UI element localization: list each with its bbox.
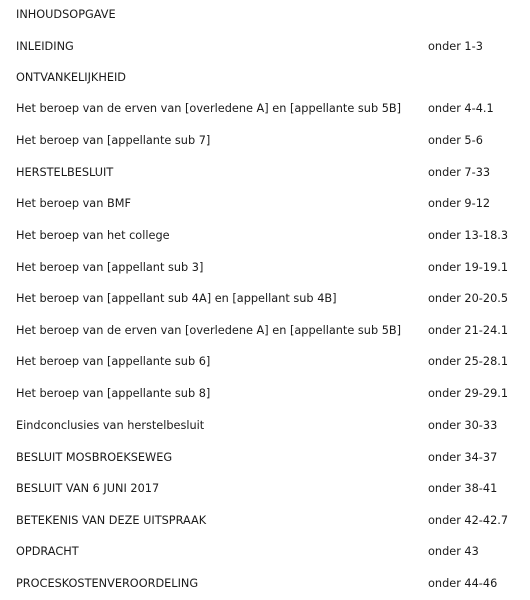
toc-entry-ref: onder 19-19.1 [428,261,509,274]
toc-entry-title: INLEIDING [16,40,74,53]
toc-entry-title: Het beroep van [appellante sub 6] [16,355,211,368]
toc-entry-title: BESLUIT VAN 6 JUNI 2017 [16,482,160,495]
toc-entry[interactable] [16,70,526,86]
toc-entry-ref: onder 7-33 [428,166,491,179]
toc-entry-title: Het beroep van BMF [16,197,131,210]
toc-entry-title: Het beroep van het college [16,229,170,242]
toc-entry[interactable] [16,196,526,212]
toc-entry[interactable] [16,481,526,497]
toc-heading: INHOUDSOPGAVE [16,8,116,21]
toc-entry-ref: onder 29-29.1 [428,387,509,400]
toc-entry-title: ONTVANKELIJKHEID [16,71,127,84]
toc-entry-title: BETEKENIS VAN DEZE UITSPRAAK [16,514,207,527]
toc-entry-title: Het beroep van [appellant sub 4A] en [appellant sub 4B] [16,292,337,305]
toc-entry-ref: onder 21-24.1 [428,324,509,337]
toc-entry[interactable] [16,133,526,149]
toc-entry[interactable] [16,544,526,560]
toc-entry[interactable] [16,418,526,434]
toc-entry-title: Het beroep van de erven van [overledene A] en [appellante sub 5B] [16,102,402,115]
toc-entry[interactable] [16,39,526,55]
toc-entry[interactable] [16,513,526,529]
toc-entry-title: Het beroep van [appellante sub 8] [16,387,211,400]
toc-entry-ref: onder 1-3 [428,40,483,53]
toc-entry-ref: onder 44-46 [428,577,498,590]
toc-entry[interactable] [16,101,526,117]
toc-entry[interactable] [16,291,526,307]
toc-entry-title: Eindconclusies van herstelbesluit [16,419,205,432]
toc-entry[interactable] [16,260,526,276]
toc-entry-ref: onder 9-12 [428,197,491,210]
toc-entry-title: Het beroep van de erven van [overledene A] en [appellante sub 5B] [16,324,402,337]
toc-entry[interactable] [16,386,526,402]
toc-entry-ref: onder 13-18.3 [428,229,509,242]
toc-entry[interactable] [16,450,526,466]
toc-entry-ref: onder 30-33 [428,419,498,432]
toc-entry-ref: onder 43 [428,545,479,558]
toc-entry-ref: onder 20-20.5 [428,292,509,305]
toc-entry-ref: onder 4-4.1 [428,102,494,115]
toc-entry-ref: onder 25-28.1 [428,355,509,368]
toc-entry[interactable] [16,323,526,339]
toc-entry-ref: onder 34-37 [428,451,498,464]
toc-entry[interactable] [16,354,526,370]
toc-entry-title: Het beroep van [appellant sub 3] [16,261,204,274]
toc-entry-title: BESLUIT MOSBROEKSEWEG [16,451,173,464]
toc-entry[interactable] [16,576,526,592]
toc-entry[interactable] [16,165,526,181]
toc-entry-ref: onder 38-41 [428,482,498,495]
toc-entry-ref: onder 5-6 [428,134,483,147]
toc-entry[interactable] [16,228,526,244]
toc-entry-title: Het beroep van [appellante sub 7] [16,134,211,147]
toc-entry-title: OPDRACHT [16,545,79,558]
toc-entry-ref: onder 42-42.7 [428,514,509,527]
toc-entry-title: PROCESKOSTENVEROORDELING [16,577,199,590]
toc-entry-title: HERSTELBESLUIT [16,166,114,179]
